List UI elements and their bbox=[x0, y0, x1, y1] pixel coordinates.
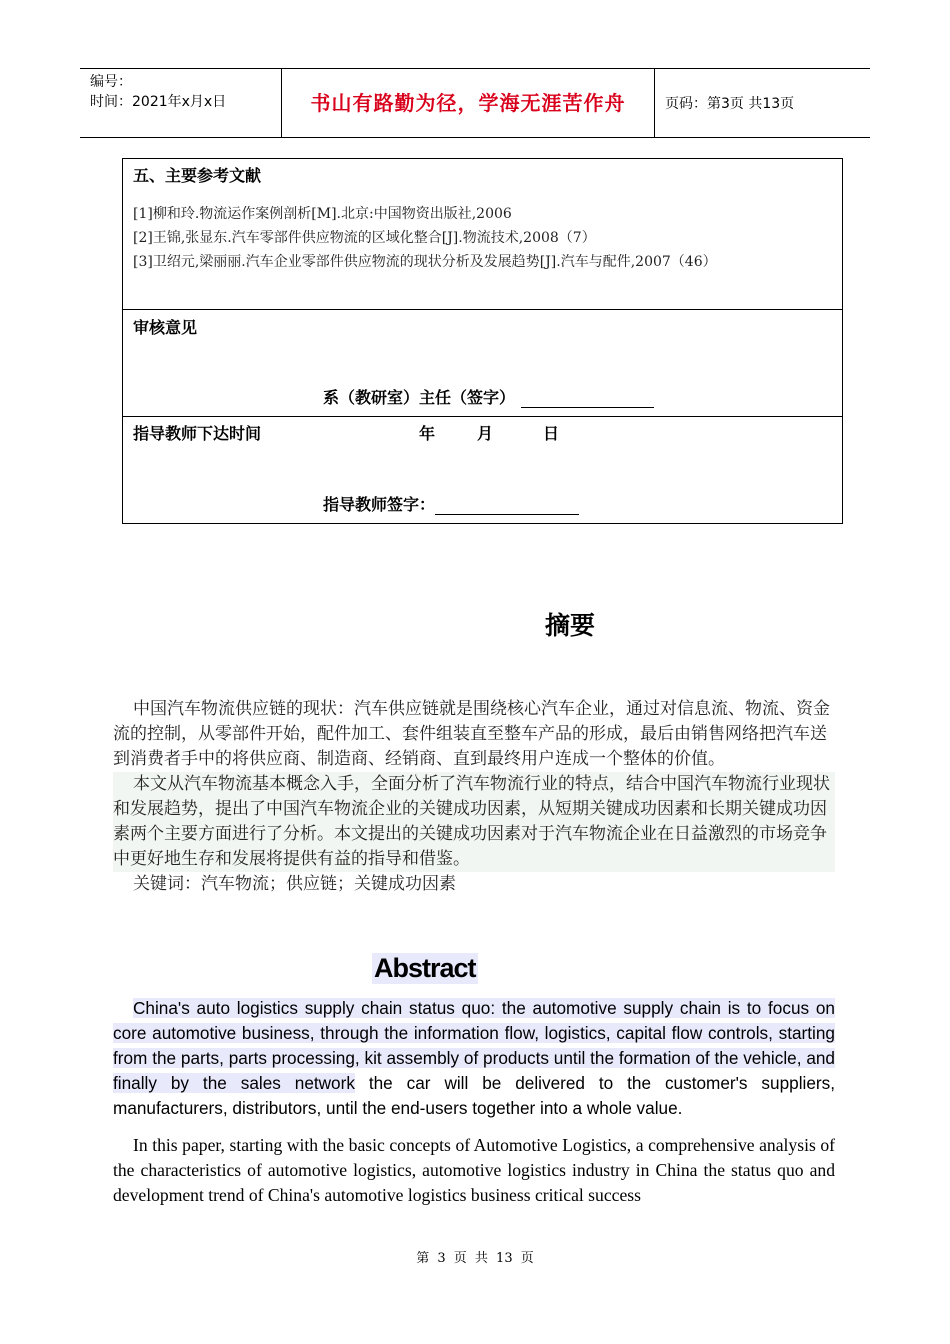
abstract-zh-title: 摘要 bbox=[545, 611, 596, 640]
header-motto: 书山有路勤为径，学海无涯苦作舟 bbox=[310, 91, 626, 115]
references-section bbox=[123, 159, 842, 310]
abstract-zh-paragraph: 中国汽车物流供应链的现状：汽车供应链就是围绕核心汽车企业，通过对信息流、物流、资金流的控制，从零部件开始，配件加工、套件组装直至整车产品的形成，最后由销售网络把汽车送到消费者手中的将供应商、制造商、经销商、直到最终用户连成一个整体的价值。 bbox=[113, 699, 830, 769]
signature-line[interactable] bbox=[435, 496, 579, 515]
month-label: 月 bbox=[477, 424, 494, 443]
form-table bbox=[122, 158, 843, 524]
reference-item: [3]卫绍元,梁丽丽.汽车企业零部件供应物流的现状分析及发展趋势[J].汽车与配件,2007（46） bbox=[133, 254, 717, 270]
abstract-en-paragraph bbox=[113, 996, 835, 1121]
reference-item: [1]柳和玲.物流运作案例剖析[M].北京:中国物资出版社,2006 bbox=[133, 206, 512, 222]
abstract-en-paragraph: In this paper, starting with the basic concepts of Automotive Logistics, a comprehensive analysis of the characteristics of automotive logistics, automotive logistics industry in China the status quo and development trend of China's automotive logistics business critical success bbox=[113, 1135, 835, 1205]
signature-line[interactable] bbox=[521, 389, 654, 408]
number-label: 编号： bbox=[90, 74, 132, 90]
assign-heading: 指导教师下达时间 bbox=[133, 424, 262, 443]
page-footer: 第 3 页 共 13 页 bbox=[416, 1251, 534, 1266]
highlighted-text: China's auto logistics supply chain status quo: the automotive supply chain is to focus on core automotive business, through the information flow, logistics, capital flow controls, starting from the parts, parts processing, kit assembly of products until the formation of the vehicle, and finally by the sales network bbox=[113, 998, 835, 1093]
abstract-zh-body bbox=[113, 697, 835, 897]
advisor-signature bbox=[323, 492, 579, 515]
header-divider bbox=[654, 69, 655, 137]
header-page-label: 页码：第3页 共13页 bbox=[665, 96, 795, 112]
reference-list bbox=[133, 202, 833, 274]
review-section bbox=[123, 310, 842, 417]
header-meta bbox=[90, 72, 226, 112]
director-signature-label: 系（教研室）主任（签字） bbox=[323, 388, 516, 407]
references-heading: 五、主要参考文献 bbox=[133, 166, 262, 185]
paragraph-text: the car will be delivered to the customer's suppliers, manufacturers, distributors, until the end-users together into a whole value. bbox=[113, 1073, 835, 1118]
page-header bbox=[80, 68, 870, 138]
abstract-zh-keywords: 关键词：汽车物流；供应链；关键成功因素 bbox=[133, 874, 456, 894]
time-label: 时间：2021年x月x日 bbox=[90, 94, 227, 110]
year-label: 年 bbox=[419, 424, 436, 443]
abstract-en-body bbox=[113, 996, 835, 1208]
assignment-section bbox=[123, 417, 842, 523]
abstract-en-title: Abstract bbox=[374, 953, 476, 983]
abstract-zh-paragraph: 本文从汽车物流基本概念入手，全面分析了汽车物流行业的特点，结合中国汽车物流行业现状和发展趋势，提出了中国汽车物流企业的关键成功因素，从短期关键成功因素和长期关键成功因素两个主要方面进行了分析。本文提出的关键成功因素对于汽车物流企业在日益激烈的市场竞争中更好地生存和发展将提供有益的指导和借鉴。 bbox=[113, 772, 835, 872]
advisor-signature-label: 指导教师签字： bbox=[323, 495, 436, 514]
reference-item: [2]王锦,张显东.汽车零部件供应物流的区域化整合[J].物流技术,2008（7） bbox=[133, 230, 596, 246]
day-label: 日 bbox=[543, 424, 560, 443]
review-heading: 审核意见 bbox=[133, 318, 198, 337]
director-signature bbox=[323, 385, 654, 408]
